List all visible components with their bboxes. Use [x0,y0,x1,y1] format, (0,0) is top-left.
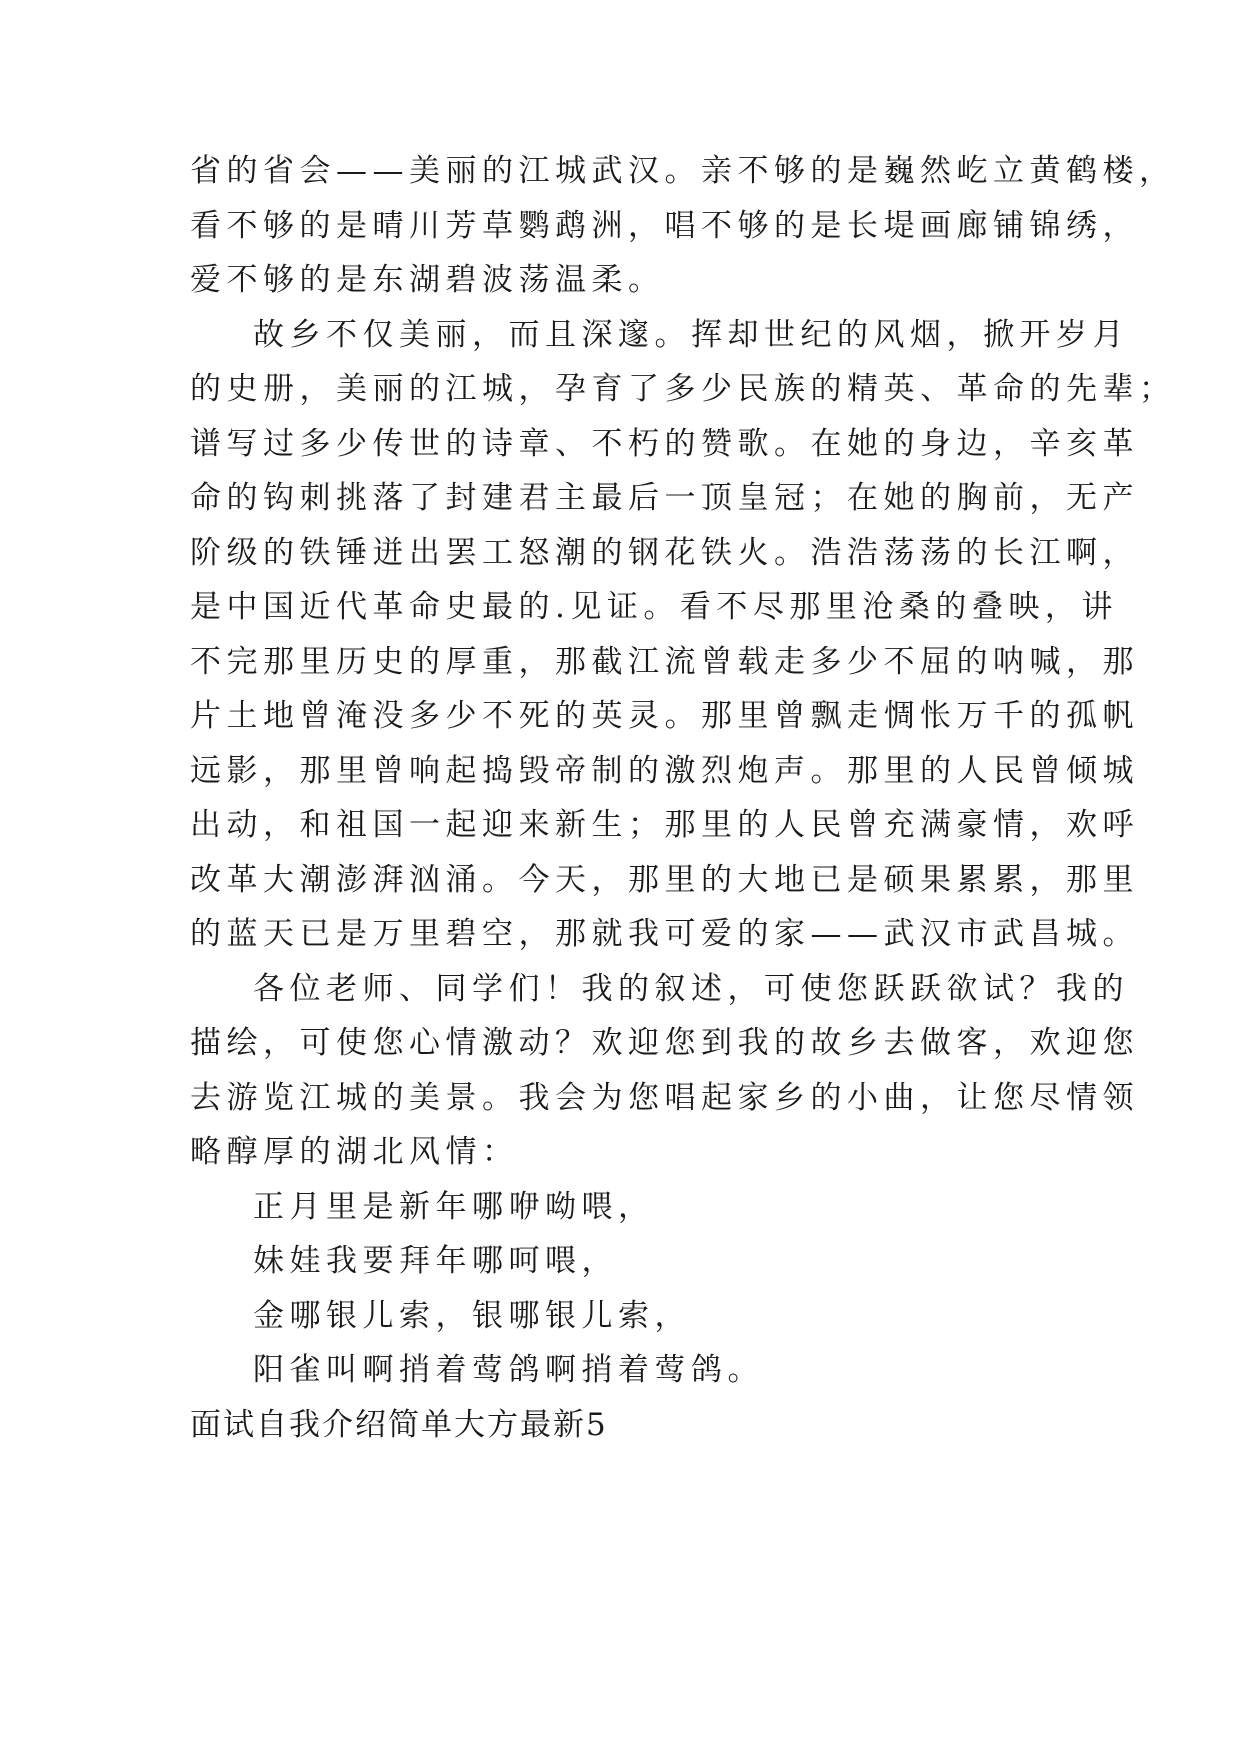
paragraph-line: 的蓝天已是万里碧空，那就我可爱的家——武汉市武昌城。 [190,916,1139,952]
song-line: 金哪银儿索，银哪银儿索， [253,1298,691,1334]
paragraph-line: 各位老师、同学们！我的叙述，可使您跃跃欲试？我的 [253,971,1129,1007]
paragraph-line: 略醇厚的湖北风情： [190,1134,519,1170]
paragraph-line: 是中国近代革命史最的.见证。看不尽那里沧桑的叠映，讲 [190,589,1118,625]
paragraph-line: 爱不够的是东湖碧波荡温柔。 [190,262,665,298]
paragraph-line: 描绘，可使您心情激动？欢迎您到我的故乡去做客，欢迎您 [190,1025,1139,1061]
paragraph-line: 命的钩刺挑落了封建君主最后一顶皇冠；在她的胸前，无产 [190,480,1139,516]
song-line: 正月里是新年哪咿呦喂， [253,1189,655,1225]
paragraph-line: 故乡不仅美丽，而且深邃。挥却世纪的风烟，掀开岁月 [253,317,1129,353]
paragraph-line: 的史册，美丽的江城，孕育了多少民族的精英、革命的先辈； [190,371,1176,407]
paragraph-line: 片土地曾淹没多少不死的英灵。那里曾飘走惆怅万千的孤帆 [190,698,1139,734]
paragraph-line: 阶级的铁锤迸出罢工怒潮的钢花铁火。浩浩荡荡的长江啊， [190,535,1139,571]
paragraph-line: 远影，那里曾响起捣毁帝制的激烈炮声。那里的人民曾倾城 [190,753,1139,789]
paragraph-line: 改革大潮澎湃汹涌。今天，那里的大地已是硕果累累，那里 [190,862,1139,898]
paragraph-line: 不完那里历史的厚重，那截江流曾载走多少不屈的呐喊，那 [190,644,1139,680]
paragraph-line: 去游览江城的美景。我会为您唱起家乡的小曲，让您尽情领 [190,1080,1139,1116]
paragraph-line: 省的省会——美丽的江城武汉。亲不够的是巍然屹立黄鹤楼， [190,153,1176,189]
paragraph-line: 看不够的是晴川芳草鹦鹉洲，唱不够的是长堤画廊铺锦绣， [190,208,1139,244]
song-line: 阳雀叫啊捎着莺鸽啊捎着莺鸽。 [253,1352,764,1388]
song-line: 妹娃我要拜年哪呵喂， [253,1243,618,1279]
paragraph-line: 谱写过多少传世的诗章、不朽的赞歌。在她的身边，辛亥革 [190,426,1139,462]
section-heading: 面试自我介绍简单大方最新5 [190,1407,608,1443]
paragraph-line: 出动，和祖国一起迎来新生；那里的人民曾充满豪情，欢呼 [190,807,1139,843]
